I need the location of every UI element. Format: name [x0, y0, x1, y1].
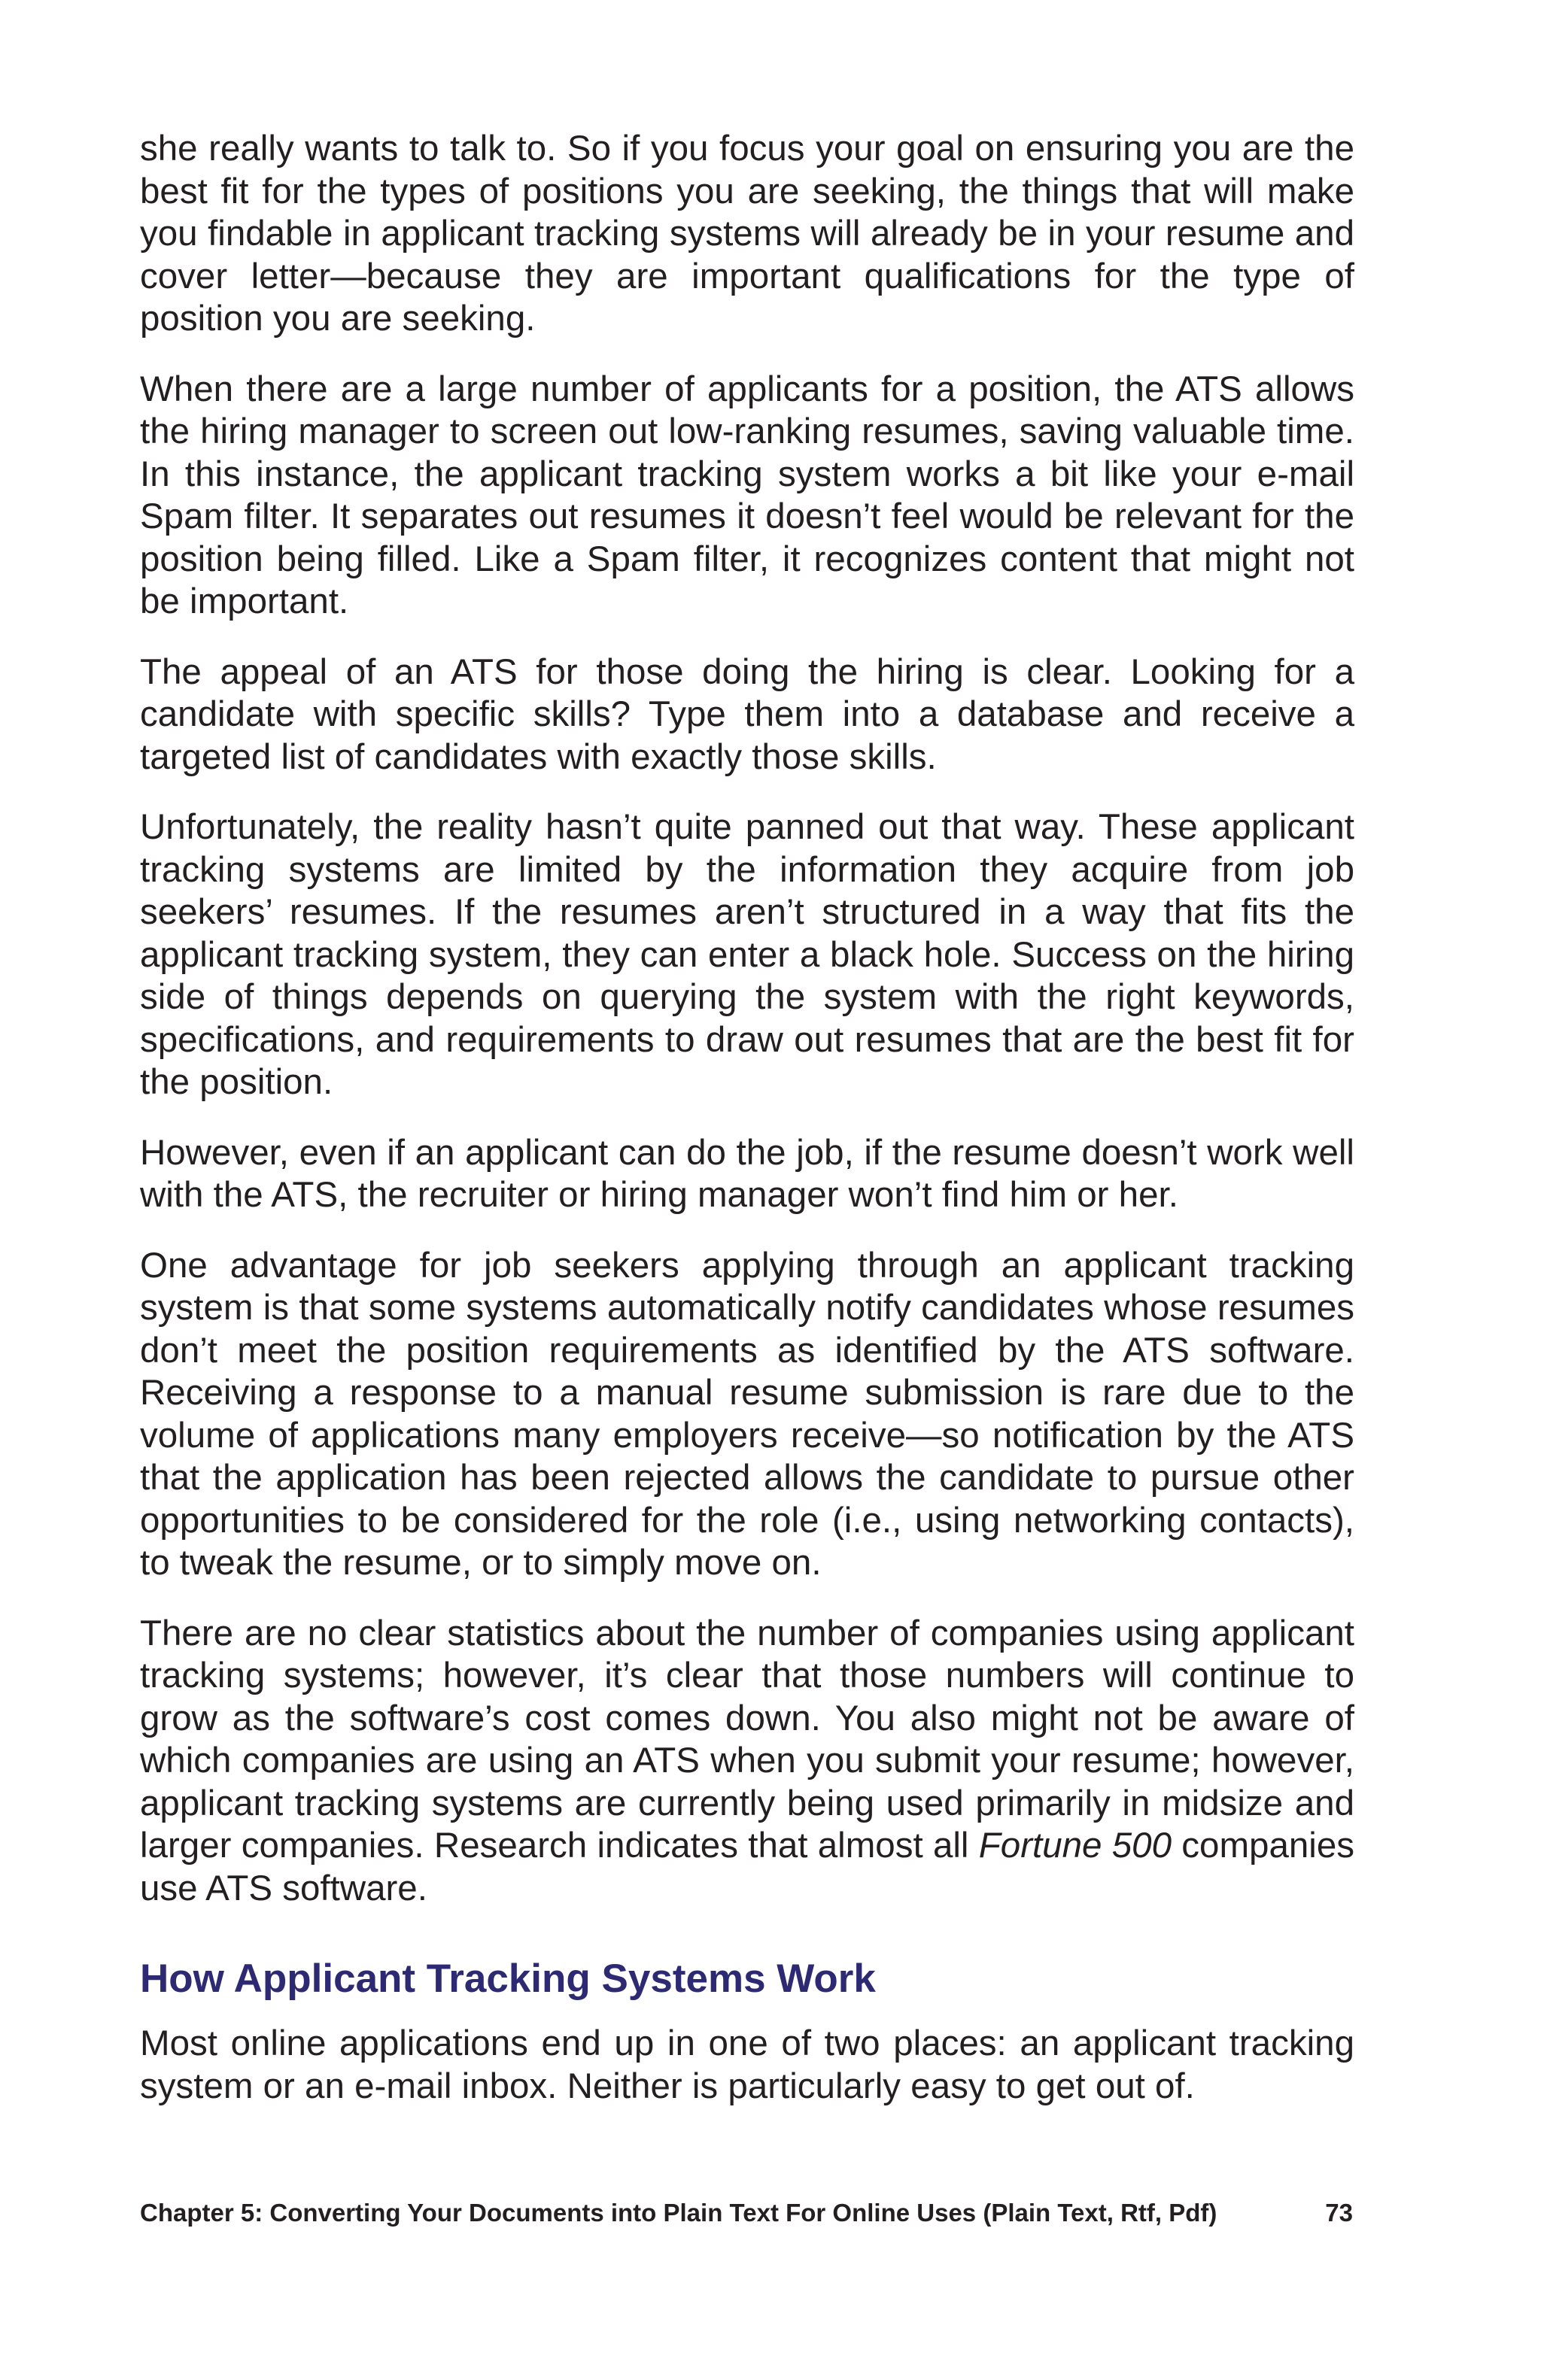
footer-chapter-title: Chapter 5: Converting Your Documents into Plain Text For Online Uses (Plain Text, Rtf, Pdf) [140, 2199, 1217, 2227]
paragraph-2: When there are a large number of applicants for a position, the ATS allows the hiring manager to screen out low-ranking resumes, saving valuable time. In this instance, the applicant tracking system works a bit like your e-mail Spam filter. It separates out resumes it doesn’t feel would be relevant for the position being filled. Like a Spam filter, it recognizes content that might not be important. [140, 369, 1354, 621]
section-paragraph: Most online applications end up in one of two places: an applicant tracking system or an e-mail inbox. Neither is particularly easy to get out of. [140, 2023, 1354, 2106]
paragraph-7-italic: Fortune 500 [978, 1826, 1172, 1865]
paragraph-6: One advantage for job seekers applying through an applicant tracking system is that some systems automatically notify candidates whose resumes don’t meet the position requirements as identified by the ATS software. Receiving a response to a manual resume submission is rare due to the volume of applications many employers receive—so notification by the ATS that the application has been rejected allows the candidate to pursue other opportunities to be considered for the role (i.e., using networking contacts), to tweak the resume, or to simply move on. [140, 1245, 1354, 1583]
section-heading: How Applicant Tracking Systems Work [140, 1957, 876, 2001]
paragraph-1: she really wants to talk to. So if you focus your goal on ensuring you are the best fit for the types of positions you are seeking, the things that will make you findable in applicant tracking systems will already be in your resume and cover letter—because they are important qualifications for the type of position you are seeking. [140, 129, 1354, 338]
page-body [140, 128, 1354, 2136]
paragraph-5: However, even if an applicant can do the job, if the resume doesn’t work well with the ATS, the recruiter or hiring manager won’t find him or her. [140, 1132, 1354, 1215]
paragraph-4: Unfortunately, the reality hasn’t quite panned out that way. These applicant tracking systems are limited by the information they acquire from job seekers’ resumes. If the resumes aren’t structured in a way that fits the applicant tracking system, they can enter a black hole. Success on the hiring side of things depends on querying the system with the right keywords, specifications, and requirements to draw out resumes that are the best fit for the position. [140, 807, 1354, 1102]
paragraph-7-text-start: There are no clear statistics about the number of companies using applicant tracking systems; however, it’s clear that those numbers will continue to grow as the software’s cost comes down. You also might not be aware of which companies are using an ATS when you submit your resume; however, applicant tracking systems are currently being used primarily in midsize and larger companies. Research indicates that almost all [140, 1613, 1354, 1865]
paragraph-3: The appeal of an ATS for those doing the hiring is clear. Looking for a candidate with specific skills? Type them into a database and receive a targeted list of candidates with exactly those skills. [140, 651, 1354, 777]
footer-page-number: 73 [1325, 2199, 1353, 2227]
paragraph-7 [140, 1613, 1354, 1911]
paragraph-7-text-end: companies use ATS software. [140, 1826, 1355, 1908]
page-footer [140, 2198, 1354, 2228]
